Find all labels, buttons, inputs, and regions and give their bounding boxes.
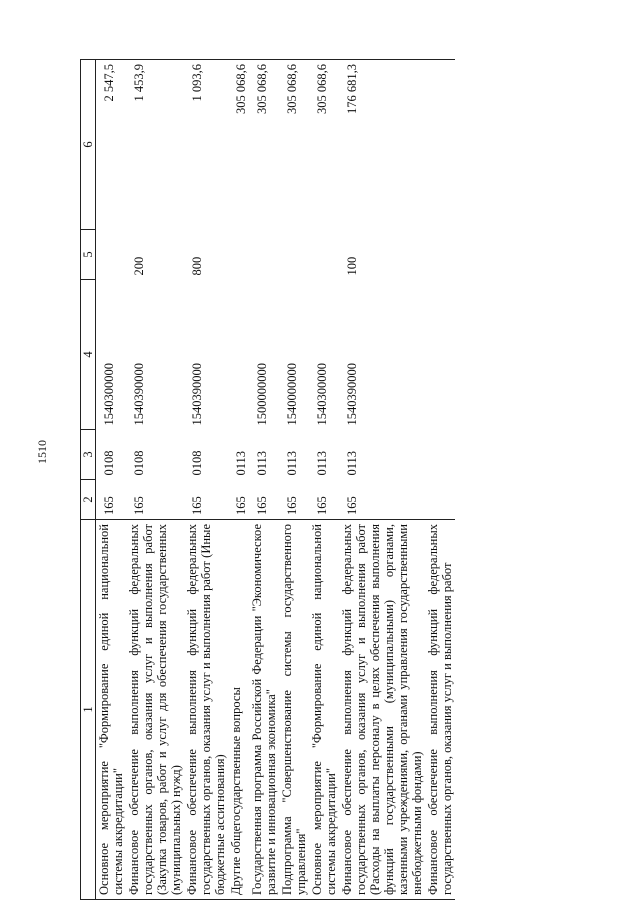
row-target-code: 1540000000 <box>285 363 299 426</box>
row-expense-type: 200 <box>132 256 146 276</box>
header-col-2: 2 <box>81 480 96 520</box>
row-amount: 305 068,6 <box>279 60 309 230</box>
row-ministry-code: 165 <box>190 496 204 515</box>
row-target-code: 1540300000 <box>315 363 329 426</box>
row-amount: 1 093,6 <box>184 60 228 230</box>
row-ministry-code: 165 <box>234 496 248 515</box>
row-section-code: 0108 <box>132 450 146 476</box>
row-target-code: 1540390000 <box>132 363 146 426</box>
table-header-row <box>81 60 96 900</box>
table-row <box>309 60 339 900</box>
row-section-code: 0113 <box>345 450 359 476</box>
row-section-code: 0108 <box>102 450 116 476</box>
row-expense-type <box>425 230 455 280</box>
row-amount <box>425 60 455 230</box>
row-name: Другие общегосударственные вопросы <box>228 520 249 900</box>
page-number: 1510 <box>35 440 49 464</box>
row-ministry-code <box>425 480 455 520</box>
row-target-code <box>425 280 455 430</box>
header-col-4: 4 <box>81 280 96 430</box>
row-expense-type: 800 <box>190 256 204 276</box>
row-target-code: 1500000000 <box>255 363 269 426</box>
table-row <box>228 60 249 900</box>
rotated-budget-table <box>80 60 640 900</box>
row-section-code: 0108 <box>190 450 204 476</box>
row-name: Финансовое обеспечение выполнения функций федеральных государственных органов, оказания услуг и выполнения работ (Расходы на выплаты персоналу в целях обеспечения выполнения функций государственными (муниципальными) органами, казенными учреждениями, органами управления государственными внебюджетными фондами) <box>339 520 425 900</box>
row-ministry-code: 165 <box>345 496 359 515</box>
row-name: Финансовое обеспечение выполнения функций федеральных государственных органов, оказания услуг и выполнения работ <box>425 520 455 900</box>
row-section-code: 0113 <box>315 450 329 476</box>
row-expense-type <box>309 230 339 280</box>
row-name: Основное мероприятие "Формирование единой национальной системы аккредитации" <box>309 520 339 900</box>
table-row <box>184 60 228 900</box>
row-amount: 305 068,6 <box>309 60 339 230</box>
row-name: Основное мероприятие "Формирование единой национальной системы аккредитации" <box>96 520 127 900</box>
row-expense-type <box>279 230 309 280</box>
budget-table <box>80 59 455 900</box>
row-name: Финансовое обеспечение выполнения функций федеральных государственных органов, оказания услуг и выполнения работ (Закупка товаров, работ и услуг для обеспечения государственных (муниципальных) нужд) <box>126 520 184 900</box>
row-amount: 1 453,9 <box>126 60 184 230</box>
table-row <box>249 60 279 900</box>
table-row <box>279 60 309 900</box>
row-expense-type <box>96 230 127 280</box>
row-section-code <box>425 430 455 480</box>
row-ministry-code: 165 <box>132 496 146 515</box>
row-expense-type <box>228 230 249 280</box>
row-section-code: 0113 <box>255 450 269 476</box>
row-name: Финансовое обеспечение выполнения функций федеральных государственных органов, оказания услуг и выполнения работ (Иные бюджетные ассигнования) <box>184 520 228 900</box>
row-ministry-code: 165 <box>315 496 329 515</box>
header-col-3: 3 <box>81 430 96 480</box>
row-name: Подпрограмма "Совершенствование системы государственного управления" <box>279 520 309 900</box>
table-row <box>126 60 184 900</box>
table-row <box>96 60 127 900</box>
row-target-code <box>228 280 249 430</box>
row-section-code: 0113 <box>285 450 299 476</box>
row-ministry-code: 165 <box>255 496 269 515</box>
row-ministry-code: 165 <box>102 496 116 515</box>
header-col-5: 5 <box>81 230 96 280</box>
row-amount: 305 068,6 <box>228 60 249 230</box>
row-target-code: 1540390000 <box>345 363 359 426</box>
header-col-1: 1 <box>81 520 96 900</box>
row-amount: 2 547,5 <box>96 60 127 230</box>
row-amount: 176 681,3 <box>339 60 425 230</box>
row-target-code: 1540300000 <box>102 363 116 426</box>
row-expense-type <box>249 230 279 280</box>
row-target-code: 1540390000 <box>190 363 204 426</box>
row-expense-type: 100 <box>345 256 359 276</box>
row-ministry-code: 165 <box>285 496 299 515</box>
table-row <box>425 60 455 900</box>
row-section-code: 0113 <box>234 450 248 476</box>
row-amount: 305 068,6 <box>249 60 279 230</box>
header-col-6: 6 <box>81 60 96 230</box>
row-name: Государственная программа Российской Федерации "Экономическое развитие и инновационная экономика" <box>249 520 279 900</box>
table-row <box>339 60 425 900</box>
